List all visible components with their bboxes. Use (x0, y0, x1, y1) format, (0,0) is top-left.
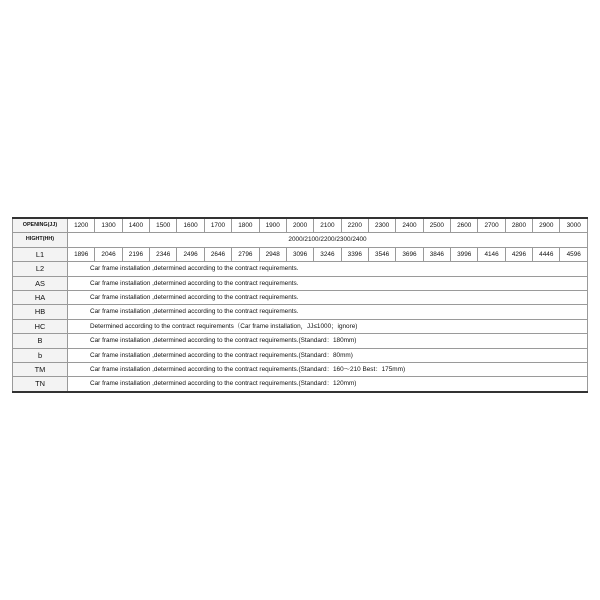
l1-label: L1 (13, 247, 68, 261)
note-row (13, 276, 588, 290)
note-row-label: HC (13, 319, 68, 333)
l1-value-cell: 1896 (68, 247, 95, 261)
l1-value-cell: 2346 (150, 247, 177, 261)
opening-value-cell: 2600 (451, 218, 478, 233)
note-row-label: AS (13, 276, 68, 290)
note-row-label: B (13, 334, 68, 348)
opening-value-cell: 2700 (478, 218, 505, 233)
opening-value-cell: 2800 (505, 218, 532, 233)
note-row-text: Car frame installation ,determined according to the contract requirements. (68, 291, 588, 305)
l1-value-cell: 3846 (423, 247, 450, 261)
l1-value-cell: 3396 (341, 247, 368, 261)
opening-value-cell: 2200 (341, 218, 368, 233)
note-row-text: Car frame installation ,determined according to the contract requirements.(Standard：120mm) (68, 377, 588, 392)
opening-value-cell: 2400 (396, 218, 423, 233)
opening-value-cell: 2500 (423, 218, 450, 233)
note-row (13, 363, 588, 377)
note-row (13, 319, 588, 333)
note-row-text: Car frame installation ,determined according to the contract requirements.(Standard：80mm) (68, 348, 588, 362)
l1-value-cell: 4146 (478, 247, 505, 261)
l1-value-cell: 2196 (122, 247, 149, 261)
l1-value-cell: 3996 (451, 247, 478, 261)
l1-value-cell: 4596 (560, 247, 588, 261)
opening-value-cell: 2100 (314, 218, 341, 233)
l1-value-cell: 2646 (204, 247, 231, 261)
note-row-text: Car frame installation ,determined according to the contract requirements.(Standard：180mm) (68, 334, 588, 348)
note-row (13, 262, 588, 276)
l1-value-cell: 3546 (368, 247, 395, 261)
note-row-text: Car frame installation ,determined according to the contract requirements.(Standard：160～210 Best：175mm) (68, 363, 588, 377)
opening-value-cell: 1600 (177, 218, 204, 233)
l1-value-cell: 3696 (396, 247, 423, 261)
l1-value-cell: 2948 (259, 247, 286, 261)
note-row-text: Determined according to the contract requirements（Car frame installation，JJ≤1000；ignore) (68, 319, 588, 333)
l1-value-cell: 3246 (314, 247, 341, 261)
opening-value-cell: 2000 (286, 218, 313, 233)
opening-value-cell: 2300 (368, 218, 395, 233)
opening-value-cell: 2900 (533, 218, 560, 233)
opening-row (13, 218, 588, 233)
note-row (13, 377, 588, 392)
note-row-text: Car frame installation ,determined according to the contract requirements. (68, 305, 588, 319)
opening-value-cell: 1300 (95, 218, 122, 233)
note-row-label: L2 (13, 262, 68, 276)
spec-table-body (13, 218, 588, 392)
height-row (13, 233, 588, 247)
height-label: HIGHT(HH) (13, 233, 68, 247)
note-row-label: HB (13, 305, 68, 319)
note-row (13, 334, 588, 348)
note-row-label: b (13, 348, 68, 362)
note-row (13, 348, 588, 362)
note-row-text: Car frame installation ,determined according to the contract requirements. (68, 276, 588, 290)
note-row-label: TN (13, 377, 68, 392)
note-row (13, 291, 588, 305)
note-row (13, 305, 588, 319)
l1-value-cell: 2046 (95, 247, 122, 261)
opening-value-cell: 1400 (122, 218, 149, 233)
height-value: 2000/2100/2200/2300/2400 (68, 233, 588, 247)
note-row-text: Car frame installation ,determined according to the contract requirements. (68, 262, 588, 276)
note-row-label: TM (13, 363, 68, 377)
spec-table (12, 217, 588, 393)
l1-value-cell: 4446 (533, 247, 560, 261)
opening-value-cell: 1700 (204, 218, 231, 233)
l1-value-cell: 2496 (177, 247, 204, 261)
l1-value-cell: 4296 (505, 247, 532, 261)
opening-value-cell: 3000 (560, 218, 588, 233)
l1-row (13, 247, 588, 261)
l1-value-cell: 3096 (286, 247, 313, 261)
opening-value-cell: 1200 (68, 218, 95, 233)
l1-value-cell: 2796 (232, 247, 259, 261)
opening-value-cell: 1900 (259, 218, 286, 233)
opening-value-cell: 1500 (150, 218, 177, 233)
opening-label: OPENING(JJ) (13, 218, 68, 233)
opening-value-cell: 1800 (232, 218, 259, 233)
note-row-label: HA (13, 291, 68, 305)
